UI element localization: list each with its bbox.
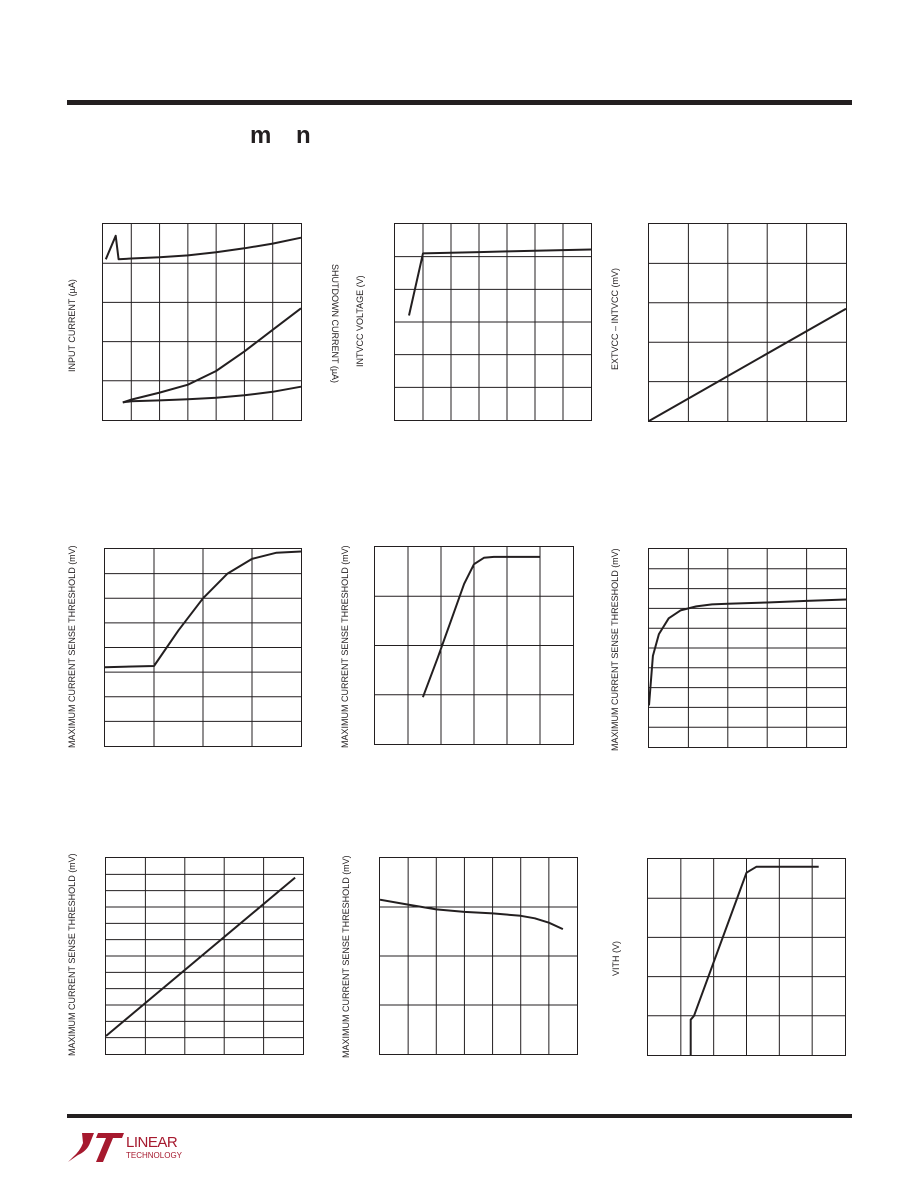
section-heading-glyphs: m n bbox=[250, 122, 313, 149]
y-axis-label: MAXIMUM CURRENT SENSE THRESHOLD (mV) bbox=[341, 855, 351, 1058]
y-axis-label: INPUT CURRENT (µA) bbox=[67, 279, 77, 372]
chart-svg bbox=[380, 858, 577, 1054]
chart-plot bbox=[105, 857, 304, 1055]
y-axis-label: MAXIMUM CURRENT SENSE THRESHOLD (mV) bbox=[67, 545, 77, 748]
chart-svg bbox=[649, 224, 846, 421]
chart-plot bbox=[648, 223, 847, 422]
chart-svg bbox=[106, 858, 303, 1054]
series-line-2 bbox=[123, 308, 301, 402]
chart-plot bbox=[102, 223, 302, 421]
series-line-1 bbox=[106, 878, 295, 1036]
chart-svg bbox=[648, 859, 845, 1055]
chart-plot bbox=[379, 857, 578, 1055]
bottom-rule bbox=[67, 1114, 852, 1118]
series-line-1 bbox=[649, 600, 846, 706]
series-line-1 bbox=[691, 867, 819, 1055]
company-logo bbox=[66, 1131, 196, 1170]
chart-svg bbox=[105, 549, 301, 746]
chart-svg bbox=[395, 224, 591, 420]
top-rule bbox=[67, 100, 852, 105]
y-axis-label: MAXIMUM CURRENT SENSE THRESHOLD (mV) bbox=[340, 545, 350, 748]
series-line-1 bbox=[409, 250, 591, 316]
series-line-1 bbox=[423, 557, 540, 697]
chart-plot bbox=[648, 548, 847, 748]
y-axis-label: MAXIMUM CURRENT SENSE THRESHOLD (mV) bbox=[67, 853, 77, 1056]
y-axis-label: EXTVCC – INTVCC (mV) bbox=[610, 267, 620, 370]
logo-mark-icon bbox=[68, 1133, 124, 1162]
logo-word-linear: LINEAR bbox=[126, 1134, 178, 1151]
chart-plot bbox=[374, 546, 574, 745]
series-line-1 bbox=[649, 309, 846, 421]
chart-plot bbox=[647, 858, 846, 1056]
y-axis-label: VITH (V) bbox=[611, 941, 621, 976]
chart-svg bbox=[649, 549, 846, 747]
chart-plot bbox=[394, 223, 592, 421]
y-axis-label: INTVCC VOLTAGE (V) bbox=[355, 275, 365, 367]
series-line-1 bbox=[380, 900, 563, 929]
y-axis-label-secondary: SHUTDOWN CURRENT (µA) bbox=[330, 264, 340, 384]
chart-plot bbox=[104, 548, 302, 747]
logo-word-technology: TECHNOLOGY bbox=[126, 1151, 183, 1160]
chart-svg bbox=[375, 547, 573, 744]
chart-svg bbox=[103, 224, 301, 420]
y-axis-label: MAXIMUM CURRENT SENSE THRESHOLD (mV) bbox=[610, 548, 620, 751]
series-line-1 bbox=[106, 236, 301, 259]
